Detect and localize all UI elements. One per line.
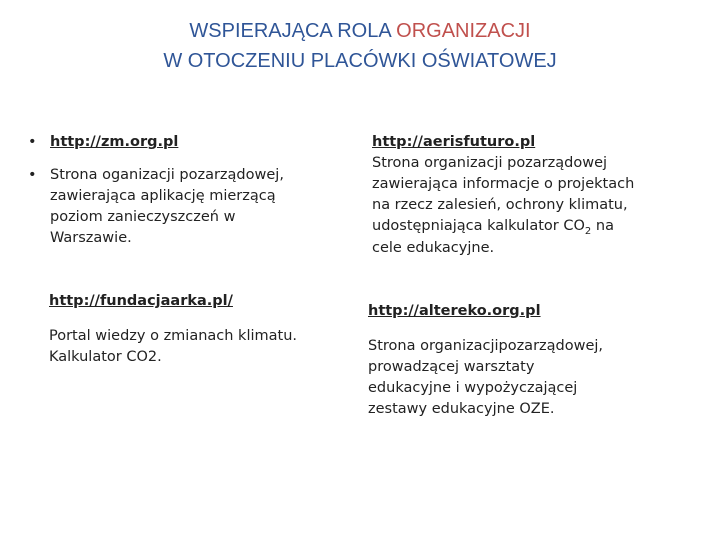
title-line-1 [0, 16, 720, 46]
description-line: Portal wiedzy o zmianach klimatu. [49, 328, 298, 344]
description-line: zawierająca informacje o projektach [372, 176, 635, 192]
description-line: poziom zanieczyszczeń w [50, 209, 236, 225]
description-fundacjaarka [49, 326, 349, 368]
title-line-2: W OTOCZENIU PLACÓWKI OŚWIATOWEJ [163, 50, 557, 72]
co2-subscript: 2 [584, 226, 592, 237]
description-line-co2 [372, 216, 712, 238]
description-line: Strona organizacjipozarządowej, [368, 338, 604, 354]
title-accent-word: ORGANIZACJI [396, 20, 531, 42]
bullet-icon: • [28, 134, 37, 150]
bullet-icon: • [28, 167, 37, 183]
bullet-item-link [16, 132, 346, 153]
bottom-left-block [49, 291, 349, 368]
description-line: Strona oganizacji pozarządowej, [50, 167, 284, 183]
description-line: Warszawie. [50, 230, 132, 246]
link-aerisfuturo[interactable]: http://aerisfuturo.pl [372, 134, 536, 150]
description-line: Kalkulator CO2. [49, 349, 162, 365]
slide-title [0, 16, 720, 76]
link-zm-org-pl[interactable]: http://zm.org.pl [50, 134, 179, 150]
description-line: Strona organizacji pozarządowej [372, 155, 608, 171]
top-left-block [16, 132, 346, 249]
description-line: cele edukacyjne. [372, 240, 495, 256]
link-fundacjaarka[interactable]: http://fundacjaarka.pl/ [49, 293, 233, 309]
description-line: zestawy edukacyjne OZE. [368, 401, 555, 417]
description-text: na [591, 218, 614, 234]
bullet-item-description [16, 165, 346, 249]
title-line-1-text: WSPIERAJĄCA ROLA [189, 20, 397, 42]
description-line: prowadzącej warsztaty [368, 359, 535, 375]
description-text: udostępniająca kalkulator CO [372, 218, 585, 234]
description-line: zawierająca aplikację mierzącą [50, 188, 276, 204]
top-right-block [372, 132, 712, 259]
link-altereko[interactable]: http://altereko.org.pl [368, 303, 541, 319]
description-zm [50, 165, 284, 249]
description-line: edukacyjne i wypożyczającej [368, 380, 578, 396]
description-line: na rzecz zalesień, ochrony klimatu, [372, 197, 628, 213]
bottom-right-block [368, 301, 708, 420]
description-altereko [368, 336, 708, 420]
